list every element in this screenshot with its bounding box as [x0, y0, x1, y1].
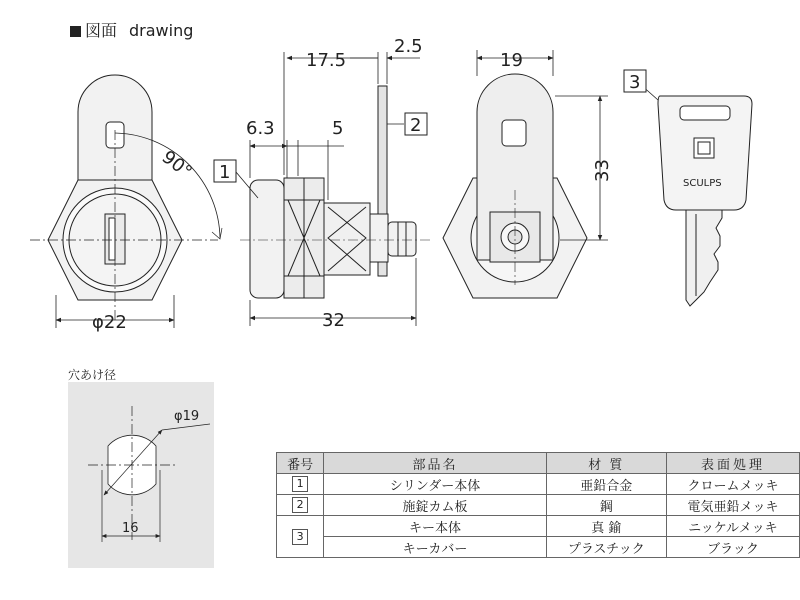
table-row [277, 474, 800, 495]
key-slot [680, 106, 730, 120]
row-part-name: シリンダー本体 [324, 474, 546, 495]
row-part-name: 施錠カム板 [324, 495, 546, 516]
dim-5-label: 5 [332, 118, 344, 139]
row-number: 3 [292, 529, 308, 545]
side-shaft-end [388, 222, 416, 256]
row-part-name: キーカバー [324, 537, 546, 558]
dim-17-5-label: 17.5 [306, 50, 347, 71]
hole-section-label: 穴あけ径 [68, 368, 117, 382]
key-illustration [658, 96, 752, 306]
key-brand-label: SCULPS [683, 178, 722, 189]
row-material: 亜鉛合金 [546, 474, 666, 495]
callout-3-label: 3 [629, 72, 641, 93]
dim-33-label: 33 [592, 159, 613, 182]
table-row [277, 537, 800, 558]
parts-table-header [277, 453, 800, 474]
key-blade [686, 210, 722, 306]
callout-1-label: 1 [219, 162, 231, 183]
header-part-name: 部品名 [324, 453, 546, 474]
table-row [277, 516, 800, 537]
header-finish: 表面処理 [666, 453, 799, 474]
row-number: 1 [292, 476, 308, 492]
dim-phi22-label: φ22 [92, 312, 127, 333]
table-row [277, 495, 800, 516]
row-material: プラスチック [546, 537, 666, 558]
row-finish: クロームメッキ [666, 474, 799, 495]
row-finish: ブラック [666, 537, 799, 558]
header-number: 番号 [277, 453, 324, 474]
heading-en: drawing [129, 21, 194, 40]
row-number: 2 [292, 497, 308, 513]
dim-2-5-label: 2.5 [394, 36, 423, 57]
key-logo-box [694, 138, 714, 158]
parts-table [276, 452, 800, 558]
dim-6-3-label: 6.3 [246, 118, 275, 139]
row-material: 真 鍮 [546, 516, 666, 537]
side-cylinder-cap [250, 180, 284, 298]
hole-diameter-label: φ19 [174, 409, 200, 424]
dim-19-label: 19 [500, 50, 523, 71]
row-material: 鋼 [546, 495, 666, 516]
dim-90-label: 90° [157, 146, 196, 183]
row-finish: 電気亜鉛メッキ [666, 495, 799, 516]
row-finish: ニッケルメッキ [666, 516, 799, 537]
heading-ja: 図面 [85, 21, 118, 40]
callout-2-label: 2 [410, 115, 422, 136]
side-shaft [370, 214, 388, 262]
dim-32-label: 32 [322, 310, 345, 331]
row-part-name: キー本体 [324, 516, 546, 537]
back-cam-slot [502, 120, 526, 146]
hole-width-label: 16 [122, 521, 139, 536]
header-material: 材 質 [546, 453, 666, 474]
side-thread-body [324, 203, 370, 275]
